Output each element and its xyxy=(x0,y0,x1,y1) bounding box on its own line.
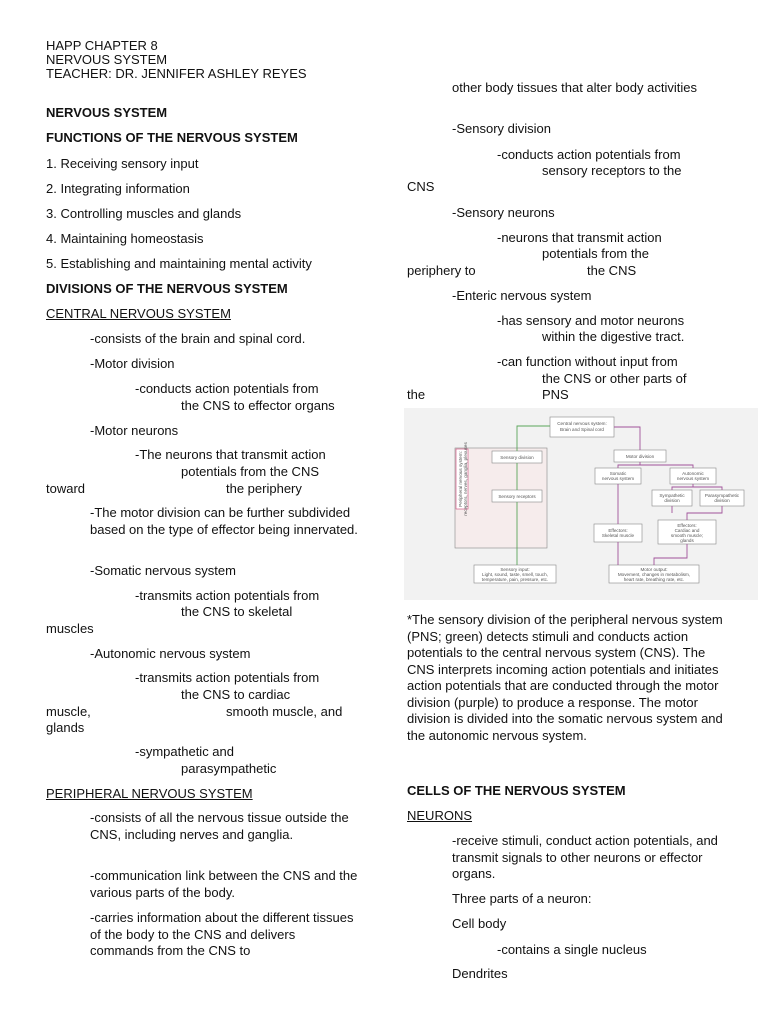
enteric-desc-cont: within the digestive tract. xyxy=(542,329,685,344)
three-parts-label: Three parts of a neuron: xyxy=(452,891,592,906)
diagram-caption: *The sensory division of the peripheral nervous system (PNS; green) detects stimuli and conducts action potentials to the central nervous system (CNS). The CNS interprets incoming action potentials and initiates action potentials that are conducted through the motor division (purple) to produce a response. The motor division is divided into the somatic nervous system and the autonomic nervous system. xyxy=(407,612,723,743)
sensory-division-desc-cont: sensory receptors to the xyxy=(542,163,682,178)
diagram-somatic-label: Somatic xyxy=(609,471,627,476)
diagram-effectors-skeletal-label-2: Skeletal muscle xyxy=(601,533,635,538)
sympathetic-label: -sympathetic and xyxy=(135,744,234,759)
cell-body-desc: -contains a single nucleus xyxy=(497,942,647,957)
cns-title: CENTRAL NERVOUS SYSTEM xyxy=(46,306,231,321)
diagram-pns-label: Peripheral nervous system: xyxy=(458,451,463,507)
motor-neurons-periphery: the periphery xyxy=(226,481,302,496)
motor-neurons-label: -Motor neurons xyxy=(90,423,179,438)
diagram-autonomic-label: Autonomic xyxy=(682,471,704,476)
autonomic-desc-cont: the CNS to cardiac xyxy=(181,687,291,702)
heading-functions: FUNCTIONS OF THE NERVOUS SYSTEM xyxy=(46,130,298,145)
diagram-parasympathetic-label-2: division xyxy=(714,498,730,503)
diagram-pns-label-2: receptors, nerves, ganglia, plexuses xyxy=(463,442,468,516)
somatic-desc-cont: the CNS to skeletal xyxy=(181,604,293,619)
diagram-cns-label: Central nervous system: xyxy=(557,421,607,426)
somatic-desc-end: muscles xyxy=(46,621,94,636)
diagram-motor-division-label: Motor division xyxy=(625,454,655,459)
function-item: 5. Establishing and maintaining mental activity xyxy=(46,256,312,271)
diagram-cns-label-2: Brain and Spinal cord xyxy=(560,427,604,432)
diagram-autonomic-label-2: nervous system xyxy=(676,476,710,481)
diagram-motor-output-label: Motor output: xyxy=(640,567,668,572)
pns-carries-cont: other body tissues that alter body activities xyxy=(452,80,697,95)
sensory-division-desc: -conducts action potentials from xyxy=(497,147,681,162)
diagram-sensory-input-label-2: Light, sound, taste, smell, touch, xyxy=(482,572,548,577)
motor-neurons-toward: toward xyxy=(46,481,86,496)
parasympathetic-label: parasympathetic xyxy=(181,761,277,776)
somatic-label: -Somatic nervous system xyxy=(90,563,236,578)
pns-consists: -consists of all the nervous tissue outside the CNS, including nerves and ganglia. xyxy=(90,810,349,842)
nervous-system-diagram xyxy=(404,408,758,600)
enteric-the: the xyxy=(407,387,426,402)
motor-neurons-desc-cont: potentials from the CNS xyxy=(181,464,320,479)
diagram-sensory-input-label-3: temperature, pain, pressure, etc. xyxy=(481,577,549,582)
function-item: 2. Integrating information xyxy=(46,181,190,196)
function-item: 3. Controlling muscles and glands xyxy=(46,206,242,221)
cns-consists: -consists of the brain and spinal cord. xyxy=(90,331,306,346)
autonomic-glands: glands xyxy=(46,720,85,735)
heading-nervous-system: NERVOUS SYSTEM xyxy=(46,105,168,120)
diagram-sympathetic-label: Sympathetic xyxy=(659,493,685,498)
enteric-desc: -has sensory and motor neurons xyxy=(497,313,685,328)
diagram-sensory-receptors-label: Sensory receptors xyxy=(498,494,536,499)
diagram-effectors-cardiac-label: Effectors: xyxy=(677,523,697,528)
sensory-neurons-desc-cont: potentials from the xyxy=(542,246,649,261)
autonomic-desc: -transmits action potentials from xyxy=(135,670,320,685)
motor-further-note: -The motor division can be further subdivided based on the type of effector being innervated. xyxy=(90,505,358,537)
diagram-somatic-label-2: nervous system xyxy=(601,476,635,481)
enteric-label: -Enteric nervous system xyxy=(452,288,592,303)
diagram-effectors-cardiac-label-2: Cardiac and xyxy=(674,528,700,533)
sensory-division-label: -Sensory division xyxy=(452,121,551,136)
pns-link: -communication link between the CNS and the various parts of the body. xyxy=(90,868,358,900)
sensory-division-desc-end: CNS xyxy=(407,179,435,194)
diagram-motor-output-label-3: heart rate, breathing rate, etc. xyxy=(623,577,685,582)
pns-title: PERIPHERAL NERVOUS SYSTEM xyxy=(46,786,253,801)
autonomic-label: -Autonomic nervous system xyxy=(90,646,251,661)
diagram-sensory-division-label: Sensory division xyxy=(500,455,534,460)
neurons-title: NEURONS xyxy=(407,808,473,823)
heading-cells: CELLS OF THE NERVOUS SYSTEM xyxy=(407,783,626,798)
diagram-svg xyxy=(404,408,758,600)
doc-header-topic: NERVOUS SYSTEM xyxy=(46,52,168,67)
somatic-desc: -transmits action potentials from xyxy=(135,588,320,603)
cell-body-label: Cell body xyxy=(452,916,507,931)
pns-carries: -carries information about the different tissues of the body to the CNS and delivers commands from the CNS to xyxy=(90,910,354,958)
diagram-effectors-cardiac-label-4: glands xyxy=(680,538,694,543)
autonomic-smooth: smooth muscle, and xyxy=(226,704,343,719)
function-item: 4. Maintaining homeostasis xyxy=(46,231,204,246)
enteric-pns: PNS xyxy=(542,387,569,402)
diagram-parasympathetic-label: Parasympathetic xyxy=(704,493,740,498)
doc-header-course: HAPP CHAPTER 8 xyxy=(46,38,158,53)
enteric-desc-2: -can function without input from xyxy=(497,354,678,369)
diagram-sensory-input-label: Sensory input: xyxy=(500,567,530,572)
diagram-sympathetic-label-2: division xyxy=(664,498,680,503)
sensory-neurons-desc: -neurons that transmit action xyxy=(497,230,662,245)
motor-neurons-desc: -The neurons that transmit action xyxy=(135,447,326,462)
enteric-desc-2-cont: the CNS or other parts of xyxy=(542,371,687,386)
motor-division-desc: -conducts action potentials from xyxy=(135,381,319,396)
neurons-desc: -receive stimuli, conduct action potentials, and transmit signals to other neurons or effector organs. xyxy=(452,833,718,881)
function-item: 1. Receiving sensory input xyxy=(46,156,199,171)
sensory-neurons-label: -Sensory neurons xyxy=(452,205,555,220)
heading-divisions: DIVISIONS OF THE NERVOUS SYSTEM xyxy=(46,281,288,296)
diagram-effectors-skeletal-label: Effectors: xyxy=(608,528,628,533)
autonomic-muscle: muscle, xyxy=(46,704,91,719)
motor-division-desc-cont: the CNS to effector organs xyxy=(181,398,335,413)
sensory-neurons-periphery: periphery to xyxy=(407,263,476,278)
diagram-motor-output-label-2: Movement, changes in metabolism, xyxy=(617,572,691,577)
sensory-neurons-cns: the CNS xyxy=(587,263,637,278)
dendrites-label: Dendrites xyxy=(452,966,508,981)
diagram-effectors-cardiac-label-3: smooth muscle; xyxy=(670,533,704,538)
doc-header-teacher: TEACHER: DR. JENNIFER ASHLEY REYES xyxy=(46,66,307,81)
motor-division-label: -Motor division xyxy=(90,356,175,371)
